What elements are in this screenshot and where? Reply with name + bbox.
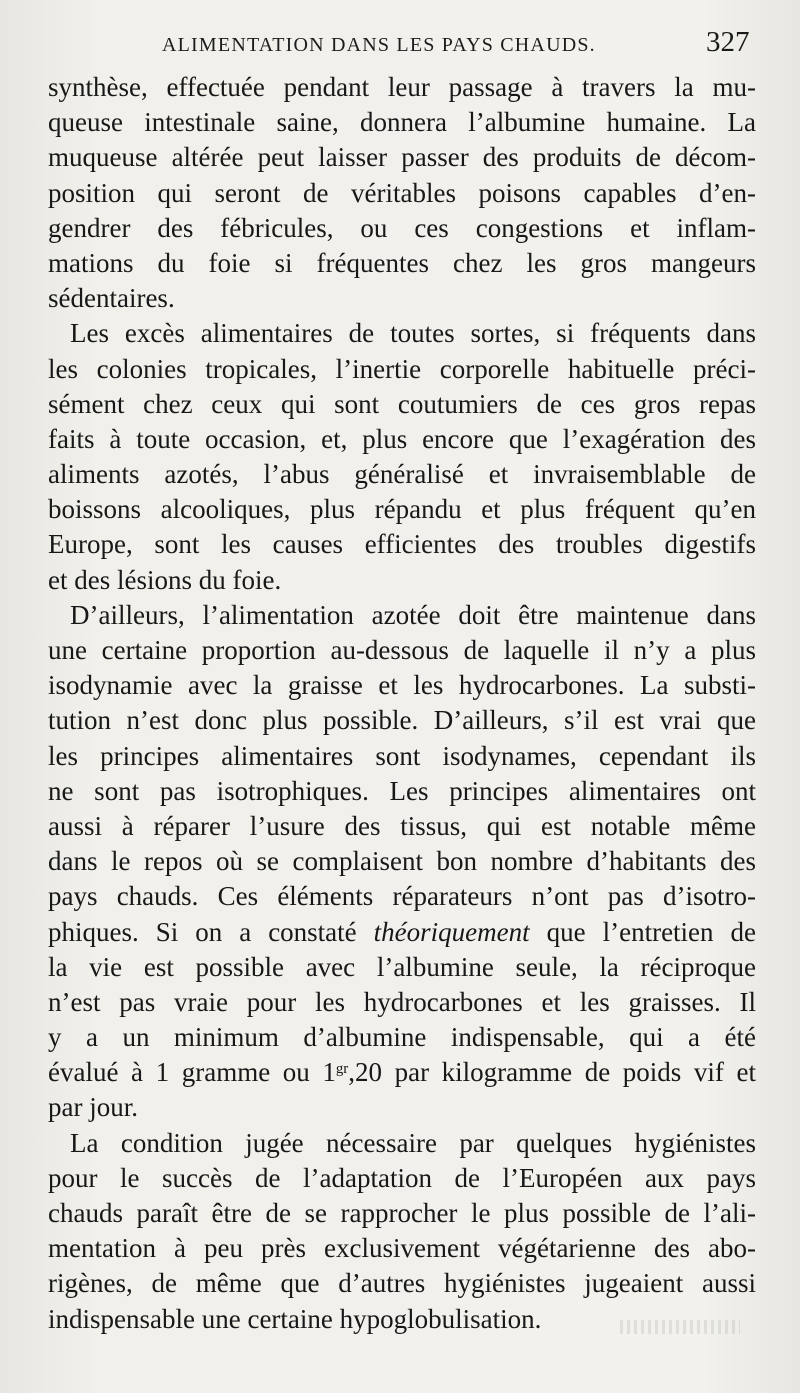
text-line: mentation à peu près exclusivement végétarienne des abo- — [48, 1233, 756, 1264]
text-line: synthèse, effectuée pendant leur passage à travers la mu- — [48, 72, 756, 102]
text-line: pays chauds. Ces éléments réparateurs n’ont pas d’isotro- — [48, 881, 756, 912]
text-segment: évalué à 1 gramme ou 1 — [48, 1057, 336, 1088]
text-line: mations du foie si fréquentes chez les gros mangeurs — [48, 247, 756, 278]
text-line: La condition jugée nécessaire par quelques hygiénistes — [70, 1127, 756, 1158]
text-line: ne sont pas isotrophiques. Les principes alimentaires ont — [48, 775, 756, 806]
text-line: Les excès alimentaires de toutes sortes, si fréquents dans — [70, 318, 756, 349]
text-line: sédentaires. — [48, 283, 175, 314]
text-line: n’est pas vraie pour les hydrocarbones et les graisses. Il — [48, 986, 756, 1017]
superscript-unit: gr — [335, 1061, 349, 1078]
text-line: Europe, sont les causes efficientes des troubles digestifs — [48, 529, 756, 560]
text-segment: que l’entretien de — [546, 916, 757, 947]
text-line: une certaine proportion au-dessous de laquelle il n’y a plus — [48, 635, 756, 665]
text-line: dans le repos où se complaisent bon nombre d’habitants des — [48, 846, 756, 877]
page-number: 327 — [706, 26, 750, 58]
text-line: indispensable une certaine hypoglobulisation. — [48, 1303, 542, 1334]
text-line: y a un minimum d’albumine indispensable, qui a été — [48, 1022, 756, 1053]
text-line: pour le succès de l’adaptation de l’Européen aux pays — [48, 1162, 756, 1193]
text-segment: phiques. Si on a constaté — [48, 916, 357, 947]
text-line: chauds paraît être de se rapprocher le plus possible de l’ali- — [48, 1198, 756, 1228]
text-line: muqueuse altérée peut laisser passer des produits de décom- — [48, 142, 756, 173]
text-line: aussi à réparer l’usure des tissus, qui est notable même — [48, 810, 756, 841]
text-line: gendrer des fébricules, ou ces congestions et inflam- — [48, 212, 756, 243]
text-line — [48, 915, 756, 950]
text-line: queuse intestinale saine, donnera l’albumine humaine. La — [48, 107, 756, 138]
text-line: les principes alimentaires sont isodynames, cependant ils — [48, 740, 756, 771]
text-line: tution n’est donc plus possible. D’ailleurs, s’il est vrai que — [48, 705, 756, 736]
text-line: position qui seront de véritables poisons capables d’en- — [48, 177, 756, 208]
text-line: aliments azotés, l’abus généralisé et invraisemblable de — [48, 459, 756, 490]
text-line: la vie est possible avec l’albumine seule, la réciproque — [48, 951, 756, 982]
paragraph-1 — [48, 70, 756, 316]
text-line: et des lésions du foie. — [48, 564, 282, 595]
text-line: rigènes, de même que d’autres hygiénistes jugeaient aussi — [48, 1268, 756, 1299]
page-header — [0, 26, 800, 64]
text-line: sément chez ceux qui sont coutumiers de ces gros repas — [48, 388, 756, 419]
text-line — [48, 1055, 756, 1090]
paragraph-4 — [48, 1126, 756, 1337]
text-line: par jour. — [48, 1092, 138, 1123]
text-line: boissons alcooliques, plus répandu et plus fréquent qu’en — [48, 494, 756, 525]
text-line: D’ailleurs, l’alimentation azotée doit être maintenue dans — [70, 599, 756, 630]
paragraph-2 — [48, 316, 756, 598]
text-line: isodynamie avec la graisse et les hydrocarbones. La substi- — [48, 670, 756, 701]
italic-text: théoriquement — [373, 916, 530, 947]
text-segment: ,20 par kilogramme de poids vif et — [348, 1057, 756, 1088]
body-text — [48, 70, 756, 1337]
text-line: faits à toute occasion, et, plus encore que l’exagération des — [48, 423, 756, 454]
running-title: ALIMENTATION DANS LES PAYS CHAUDS. — [162, 34, 596, 56]
text-line: les colonies tropicales, l’inertie corporelle habituelle préci- — [48, 353, 756, 384]
paragraph-3 — [48, 598, 756, 1126]
show-through-marks — [620, 1320, 740, 1334]
